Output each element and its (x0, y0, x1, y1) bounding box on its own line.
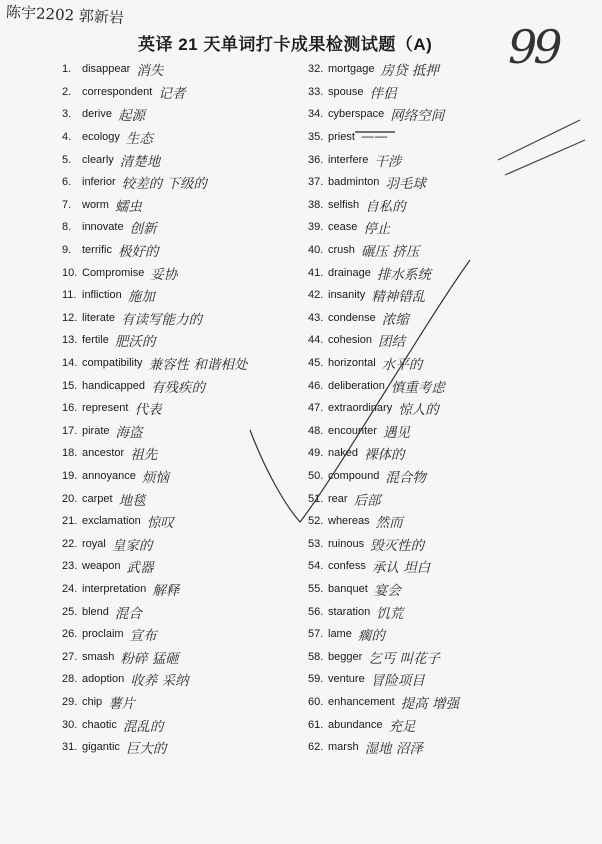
handwritten-answer: 消失 (136, 63, 164, 80)
item-number: 52. (308, 515, 324, 528)
handwritten-answer: 碾压 挤压 (360, 244, 420, 261)
item-word: compatibility (82, 357, 143, 370)
item-number: 43. (308, 311, 324, 324)
list-item (62, 623, 247, 646)
item-word: begger (328, 650, 363, 663)
handwritten-answer: 羽毛球 (385, 176, 426, 193)
list-item (308, 623, 459, 646)
item-word: cohesion (328, 334, 373, 347)
item-number: 46. (308, 379, 324, 392)
item-word: chaotic (82, 718, 117, 731)
handwritten-answer: 较差的 下级的 (121, 176, 207, 193)
list-item (308, 420, 459, 443)
item-number: 14. (62, 357, 78, 370)
item-number: 47. (308, 402, 324, 415)
item-word: staration (328, 605, 371, 618)
handwritten-answer: 混合 (114, 605, 142, 622)
item-number: 31. (62, 741, 78, 754)
item-number: 16. (62, 402, 78, 415)
list-item (62, 261, 247, 284)
item-word: adoption (82, 673, 125, 686)
item-number: 28. (62, 673, 78, 686)
item-word: naked (328, 447, 358, 460)
handwritten-answer: 承认 坦白 (371, 560, 431, 577)
item-word: terrific (82, 244, 112, 257)
handwritten-answer: 精神错乱 (371, 289, 426, 306)
item-word: abundance (328, 718, 383, 731)
item-word: weapon (82, 560, 121, 573)
item-word: marsh (328, 741, 359, 754)
list-item (308, 352, 459, 375)
item-word: disappear (82, 63, 131, 76)
item-word: handicapped (82, 379, 146, 392)
handwritten-answer: 干涉 (374, 153, 402, 170)
item-number: 51. (308, 492, 324, 505)
list-item (308, 194, 459, 217)
list-item (62, 510, 247, 533)
item-number: 5. (62, 153, 72, 166)
list-item (308, 126, 459, 149)
item-word: interfere (328, 153, 369, 166)
list-item (62, 600, 247, 623)
item-number: 2. (62, 85, 72, 98)
handwritten-answer: 薯片 (108, 695, 136, 712)
list-item (308, 307, 459, 330)
list-item (62, 171, 247, 194)
list-item (62, 58, 247, 81)
item-word: badminton (328, 176, 380, 189)
list-item (308, 58, 459, 81)
list-item (62, 126, 247, 149)
handwritten-answer: 解释 (152, 582, 180, 599)
item-word: gigantic (82, 741, 120, 754)
item-number: 25. (62, 605, 78, 618)
item-number: 27. (62, 650, 78, 663)
handwritten-answer: 极好的 (117, 244, 159, 261)
pen-stroke-2 (505, 140, 585, 175)
list-item (308, 261, 459, 284)
list-item (62, 148, 247, 171)
item-number: 41. (308, 266, 324, 279)
list-item (62, 284, 247, 307)
handwritten-answer: 乞丐 叫花子 (368, 650, 441, 667)
item-number: 35. (308, 131, 324, 144)
item-word: smash (82, 650, 115, 663)
item-number: 50. (308, 469, 324, 482)
handwritten-answer: 妥协 (150, 266, 178, 283)
handwritten-answer: 裸体的 (363, 447, 405, 464)
handwritten-answer: 武器 (126, 560, 154, 577)
list-item (308, 736, 459, 759)
list-item (308, 510, 459, 533)
item-word: annoyance (82, 469, 136, 482)
item-word: selfish (328, 198, 360, 211)
handwritten-answer: 慎重考虑 (390, 379, 445, 396)
item-word: rear (328, 492, 348, 505)
handwritten-answer: 湿地 沼泽 (364, 741, 423, 758)
item-word: royal (82, 537, 106, 550)
handwritten-answer: 然而 (375, 515, 403, 532)
list-item (62, 555, 247, 578)
handwritten-answer: 网络空间 (390, 108, 445, 125)
item-word: worm (82, 198, 109, 211)
handwritten-answer: 清楚地 (119, 153, 161, 170)
item-word: proclaim (82, 628, 124, 641)
item-number: 30. (62, 718, 78, 731)
list-item (308, 555, 459, 578)
item-word: cease (328, 221, 358, 234)
item-number: 4. (62, 131, 72, 144)
handwritten-answer: 巨大的 (125, 741, 167, 758)
handwritten-answer: 兼容性 和谐相处 (148, 357, 248, 374)
item-word: exclamation (82, 515, 141, 528)
item-number: 20. (62, 492, 78, 505)
list-item (308, 216, 459, 239)
right-word-list (308, 58, 459, 758)
item-number: 48. (308, 424, 324, 437)
item-number: 61. (308, 718, 324, 731)
item-number: 55. (308, 582, 324, 595)
handwritten-answer: 遇见 (382, 424, 410, 441)
item-number: 39. (308, 221, 324, 234)
item-number: 58. (308, 650, 324, 663)
list-item (62, 329, 247, 352)
item-number: 37. (308, 176, 324, 189)
pen-stroke-1 (498, 120, 580, 160)
handwritten-answer: 地毯 (118, 492, 146, 509)
handwritten-answer: 宣布 (129, 628, 157, 645)
list-item (308, 148, 459, 171)
handwritten-answer: 伴侣 (369, 85, 397, 102)
handwritten-answer: 皇家的 (111, 537, 153, 554)
list-item (308, 103, 459, 126)
item-number: 38. (308, 198, 324, 211)
item-word: innovate (82, 221, 124, 234)
item-number: 10. (62, 266, 78, 279)
item-word: chip (82, 695, 103, 708)
item-number: 24. (62, 582, 78, 595)
item-word: fertile (82, 334, 109, 347)
item-word: enhancement (328, 695, 395, 708)
list-item (62, 532, 247, 555)
student-name-note: 陈宇2202 郭新岩 (5, 2, 125, 28)
handwritten-answer: 有残疾的 (151, 379, 206, 396)
handwritten-answer: 充足 (388, 718, 416, 735)
list-item (308, 578, 459, 601)
handwritten-answer: 房贷 抵押 (380, 63, 439, 80)
item-word: spouse (328, 85, 364, 98)
list-item (62, 578, 247, 601)
item-word: clearly (82, 153, 114, 166)
list-item (62, 239, 247, 262)
item-number: 60. (308, 695, 324, 708)
item-number: 8. (62, 221, 72, 234)
item-number: 44. (308, 334, 324, 347)
handwritten-answer: 代表 (134, 402, 162, 419)
list-item (62, 194, 247, 217)
handwritten-answer: 蠕虫 (114, 198, 142, 215)
item-number: 22. (62, 537, 78, 550)
item-word: ruinous (328, 537, 365, 550)
handwritten-answer: 后部 (353, 492, 381, 509)
list-item (62, 691, 247, 714)
list-item (308, 713, 459, 736)
list-item (62, 713, 247, 736)
item-word: cyberspace (328, 108, 385, 121)
item-number: 29. (62, 695, 78, 708)
list-item (308, 645, 459, 668)
handwritten-answer: 水平的 (381, 357, 423, 374)
item-number: 18. (62, 447, 78, 460)
item-number: 59. (308, 673, 324, 686)
list-item (308, 171, 459, 194)
item-number: 62. (308, 741, 324, 754)
list-item (62, 216, 247, 239)
item-number: 56. (308, 605, 324, 618)
list-item (62, 442, 247, 465)
list-item (308, 397, 459, 420)
list-item (308, 691, 459, 714)
handwritten-answer: 有读写能力的 (121, 311, 203, 328)
item-word: banquet (328, 582, 368, 595)
item-number: 6. (62, 176, 72, 189)
item-word: represent (82, 402, 129, 415)
item-number: 15. (62, 379, 78, 392)
item-word: pirate (82, 424, 110, 437)
handwritten-answer: 团结 (378, 334, 406, 351)
item-word: Compromise (82, 266, 145, 279)
handwritten-answer: 混乱的 (122, 718, 164, 735)
handwritten-answer: 惊叹 (146, 515, 174, 532)
handwritten-answer: 饥荒 (376, 605, 404, 622)
list-item (308, 487, 459, 510)
handwritten-answer: 混合物 (385, 469, 426, 486)
handwritten-answer: 起源 (117, 108, 145, 125)
item-word: derive (82, 108, 112, 121)
list-item (308, 600, 459, 623)
handwritten-answer: 排水系统 (376, 266, 431, 283)
item-number: 19. (62, 469, 78, 482)
item-word: literate (82, 311, 116, 324)
item-word: inferior (82, 176, 116, 189)
item-word: encounter (328, 424, 377, 437)
list-item (62, 81, 247, 104)
left-word-list (62, 58, 247, 758)
item-number: 32. (308, 63, 324, 76)
item-word: carpet (82, 492, 113, 505)
handwritten-answer: 施加 (127, 289, 155, 306)
list-item (62, 307, 247, 330)
item-number: 11. (62, 289, 77, 302)
list-item (62, 465, 247, 488)
item-word: interpretation (82, 582, 147, 595)
list-item (308, 81, 459, 104)
item-number: 17. (62, 424, 78, 437)
item-number: 40. (308, 244, 324, 257)
item-word: correspondent (82, 85, 153, 98)
item-word: horizontal (328, 357, 376, 370)
item-word: infliction (82, 289, 122, 302)
item-number: 53. (308, 537, 324, 550)
list-item (308, 329, 459, 352)
item-number: 21. (62, 515, 78, 528)
list-item (62, 420, 247, 443)
handwritten-answer: 记者 (158, 85, 186, 102)
handwritten-answer: 海盗 (115, 424, 143, 441)
item-word: blend (82, 605, 109, 618)
list-item (62, 668, 247, 691)
handwritten-answer: 烦恼 (141, 469, 169, 486)
item-word: drainage (328, 266, 371, 279)
item-number: 54. (308, 560, 324, 573)
handwritten-answer: 肥沃的 (114, 334, 156, 351)
handwritten-answer: 生态 (125, 131, 153, 148)
list-item (62, 487, 247, 510)
item-number: 36. (308, 153, 324, 166)
list-item (308, 532, 459, 555)
handwritten-answer: 瘸的 (357, 628, 385, 645)
list-item (308, 668, 459, 691)
list-item (62, 397, 247, 420)
handwritten-answer: 惊人的 (398, 402, 439, 419)
item-number: 1. (62, 63, 72, 76)
handwritten-answer: 祖先 (130, 447, 158, 464)
item-number: 45. (308, 357, 324, 370)
list-item (62, 736, 247, 759)
item-number: 34. (308, 108, 324, 121)
page-title: 英译 21 天单词打卡成果检测试题（A) (138, 35, 433, 54)
score-mark: 99 (508, 20, 559, 74)
handwritten-answer: 浓缩 (381, 311, 409, 328)
handwritten-answer: 收养 采纳 (130, 673, 189, 690)
item-word: extraordinary (328, 402, 393, 415)
item-number: 33. (308, 85, 324, 98)
item-word: deliberation (328, 379, 385, 392)
list-item (62, 103, 247, 126)
list-item (62, 374, 247, 397)
item-word: ecology (82, 131, 120, 144)
list-item (308, 239, 459, 262)
list-item (308, 284, 459, 307)
handwritten-answer: 提高 增强 (400, 695, 459, 712)
item-word: whereas (328, 515, 370, 528)
item-word: venture (328, 673, 365, 686)
handwritten-answer: 宴会 (373, 582, 401, 599)
handwritten-answer: 停止 (363, 221, 391, 238)
item-word: lame (328, 628, 352, 641)
handwritten-answer: —— (360, 129, 388, 146)
item-number: 13. (62, 334, 78, 347)
item-number: 26. (62, 628, 78, 641)
list-item (62, 352, 247, 375)
handwritten-answer: 冒险项目 (370, 673, 425, 690)
item-number: 57. (308, 628, 324, 641)
item-word: ancestor (82, 447, 125, 460)
list-item (308, 465, 459, 488)
item-number: 3. (62, 108, 72, 121)
item-number: 7. (62, 198, 72, 211)
handwritten-answer: 毁灭性的 (370, 537, 425, 554)
item-number: 12. (62, 311, 78, 324)
handwritten-answer: 粉碎 猛砸 (120, 650, 179, 667)
item-word: insanity (328, 289, 366, 302)
list-item (308, 442, 459, 465)
item-number: 49. (308, 447, 324, 460)
item-number: 9. (62, 244, 72, 257)
item-word: crush (328, 244, 355, 257)
handwritten-answer: 自私的 (365, 198, 406, 215)
item-word: compound (328, 469, 380, 482)
list-item (308, 374, 459, 397)
item-word: mortgage (328, 63, 375, 76)
list-item (62, 645, 247, 668)
item-word: confess (328, 560, 366, 573)
item-number: 23. (62, 560, 78, 573)
item-word: condense (328, 311, 376, 324)
handwritten-answer: 创新 (129, 221, 157, 238)
item-word: priest (328, 131, 355, 144)
item-number: 42. (308, 289, 324, 302)
